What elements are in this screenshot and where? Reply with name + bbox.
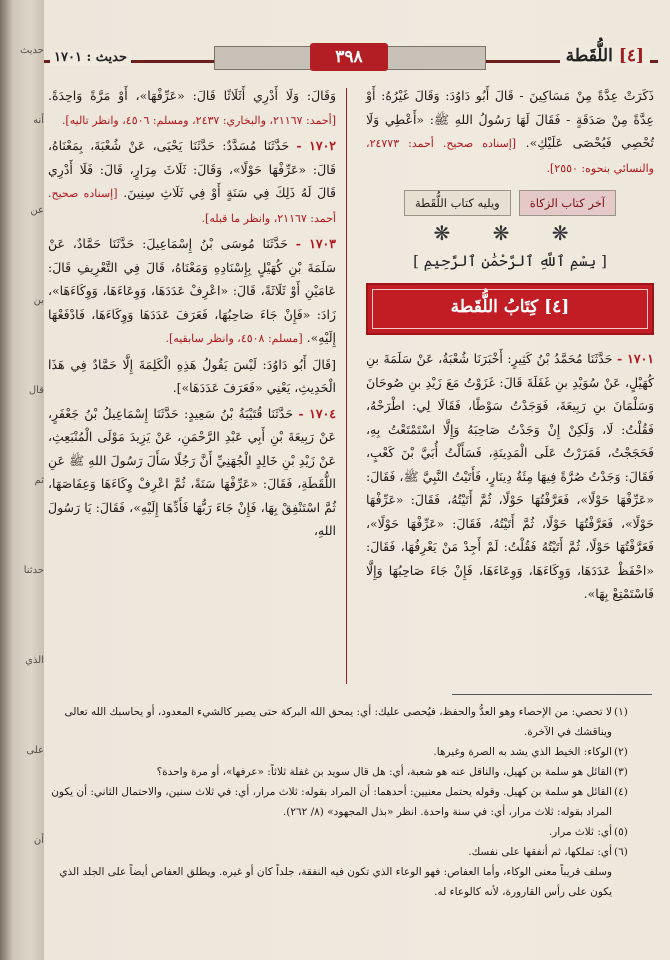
footnote — [50, 762, 652, 782]
book-next-label: ويليه كتاب اللُّقَطة — [404, 190, 511, 216]
hadith-number: ١٧٠٢ - — [296, 138, 336, 153]
hadith-number: ١٧٠١ - — [617, 351, 654, 366]
footnote-number: (٦) — [614, 846, 628, 858]
footnote — [50, 702, 652, 742]
footnote-number: (١) — [614, 706, 628, 718]
book-page — [44, 18, 658, 948]
hadith-number: ١٧٠٤ - — [298, 405, 336, 421]
hadith-range-label: حديث : ١٧٠١ — [50, 50, 131, 65]
footnote-number: (٥) — [614, 826, 628, 838]
footnote — [50, 742, 652, 762]
chapter-number: [٤] — [618, 46, 644, 66]
continuation-text: وَقَالَ: وَلَا أَدْرِي أَثَلَاثًا قَالَ: «عَرِّفْهَا»، أَوْ مَرَّةً وَاحِدَةً. — [48, 88, 336, 103]
footnote-text: أي: ثلاث مرار. — [548, 826, 612, 838]
footnote — [50, 862, 652, 902]
footnote-number: (٢) — [614, 746, 628, 758]
intro-text: ذَكَرَتْ عِدَّةً مِنْ مَسَاكِينَ - قَالَ أَبُو دَاوُدَ: وَقَالَ غَيْرُهُ: أَوْ عِدَّةً مِنْ صَدَقَةٍ - فَقَالَ لَهَا رَسُولُ اللهِ ﷺ: «أَعْطِي وَلَا تُحْصِي فَيُحْصَى عَلَيْكِ». — [366, 88, 654, 150]
footnote-text: أي: تملكها، ثم أنفقها على نفسك. — [468, 846, 612, 858]
page-number: ٣٩٨ — [310, 43, 388, 71]
hadith-text: حَدَّثَنَا قُتَيْبَةُ بْنُ سَعِيدٍ: حَدَّثَنَا إِسْمَاعِيلُ بْنُ جَعْفَرٍ، عَنْ رَبِيعَةَ بْنِ أَبِي عَبْدِ الرَّحْمَنِ، عَنْ يَزِيدَ مَوْلَى الْمُنْبَعِثِ، عَنْ زَيْدِ بْنِ خَالِدٍ الْجُهَنِيِّ أَنَّ رَجُلًا سَأَلَ رَسُولَ اللهِ ﷺ عَنِ اللُّقَطَةِ، فَقَالَ: «عَرِّفْهَا سَنَةً، ثُمَّ اعْرِفْ وِكَاءَهَا وَعِفَاصَهَا، ثُمَّ اسْتَنْفِقْ بِهَا، فَإِنْ جَاءَ رَبُّهَا فَأَدِّهَا إِلَيْهِ»، فَقَالَ: يَا رَسُولَ اللهِ، — [48, 405, 336, 538]
hadith-text: حَدَّثَنَا مُحَمَّدُ بْنُ كَثِيرٍ: أَخْبَرَنَا شُعْبَةُ، عَنْ سَلَمَةَ بنِ كُهَيْلٍ، عَنْ سُوَيْدِ بنِ غَفَلَةَ قَالَ: غَزَوْتُ مَعَ زَيْدِ بنِ صُوحَانَ وَسَلْمَانَ بنِ رَبِيعَةَ، فَوَجَدْتُ سَوْطًا، فَقَالَا لِي: اطْرَحْهُ، فَقُلْتُ: لَا، وَلَكِنْ إِنْ وَجَدْتُ صَاحِبَهُ وَإِلَّا اسْتَمْتَعْتُ بِهِ، فَحَجَجْتُ، فَمَرَرْتُ عَلَى الْمَدِينَةِ، فَسَأَلْتُ أُبَيَّ بْنَ كَعْبٍ، فَقَالَ: وَجَدْتُ صُرَّةً فِيهَا مِئَةُ دِينَارٍ، فَأَتَيْتُ النَّبِيَّ ﷺ، فَقَالَ: «عَرِّفْهَا حَوْلًا»، فَعَرَّفْتُهَا حَوْلًا، ثُمَّ أَتَيْتُهُ، فَقَالَ: «عَرِّفْهَا حَوْلًا»، فَعَرَّفْتُهَا حَوْلًا، ثُمَّ أَتَيْتُهُ، فَقَالَ: «عَرِّفْهَا حَوْلًا»، فَعَرَّفْتُهَا حَوْلًا، ثُمَّ أَتَيْتُهُ فَقُلْتُ: لَمْ أَجِدْ مَنْ يَعْرِفُهَا، فَقَالَ: «احْفَظْ عَدَدَهَا، وَوِكَاءَهَا، وَوِعَاءَهَا، فَإِنْ جَاءَ صَاحِبُهَا وَإِلَّا فَاسْتَمْتِعْ بِهَا». — [366, 351, 654, 601]
hadith-text: حَدَّثَنَا مُسَدَّدٌ: حَدَّثَنَا يَحْيَى، عَنْ شُعْبَةَ، بِمَعْنَاهُ، قَالَ: «عَرِّفْهَا حَوْلًا»، وَقَالَ: ثَلَاثَ مِرَارٍ، قَالَ: فَلَا أَدْرِي قَالَ لَهُ ذَلِكَ فِي سَنَةٍ أَوْ فِي ثَلَاثِ سِنِينَ. — [48, 138, 336, 200]
footnote-text: لا تحصي: من الإحصاء وهو العدُّ والحفظ، فيُحصى عليك: أي: يمحق الله البركة حتى يصير كالشيء المعدود، أو يحاسبك الله تعالى ويناقشك في الآخرة. — [64, 706, 612, 738]
page-number-box — [214, 46, 486, 70]
footnotes — [50, 702, 652, 902]
right-column — [366, 84, 654, 684]
page-header — [44, 46, 658, 76]
book-title: [٤] كِتَابُ اللُّقَطة — [450, 297, 570, 317]
footnote-text: القائل هو سلمة بن كهيل، والناقل عنه هو شعبة، أي: هل قال سويد بن غفلة ثلاثاً: «عرفها»، أو مرة واحدة؟ — [156, 766, 612, 778]
footnote-number — [612, 862, 652, 902]
continuation-source: [أحمد: ٢١١٦٧، والبخاري: ٢٤٣٧، ومسلم: ٤٥٠٦، وانظر تاليه]. — [61, 113, 336, 127]
basmala: [ بِسْمِ ٱللَّهِ ٱلرَّحْمَٰنِ ٱلرَّحِيمِ ] — [413, 251, 607, 270]
abu-dawud-note: [قَالَ أَبُو دَاوُدَ: لَيْسَ يَقُولُ هَذِهِ الْكَلِمَةَ إِلَّا حَمَّادٌ فِي هَذَا الْحَدِيثِ، يَعْنِي «فَعَرَفَ عَدَدَهَا»]. — [48, 356, 336, 395]
book-end-label: آخر كتاب الزكاة — [519, 190, 616, 216]
footnote-number: (٣) — [614, 766, 628, 778]
footnote — [50, 822, 652, 842]
book-transition-bar — [366, 190, 654, 216]
footnote-text: القائل هو سلمة بن كهيل. وقوله يحتمل معنيين: أحدهما: أن المراد بقوله: ثلاث مرار، أي: في ثلاث سنين، والاحتمال الثاني: أن يكون المراد بقوله: ثلاث مرار، أي: في سنة واحدة. انظر «بذل المجهود» (٨/ ٢٦٢). — [51, 786, 612, 818]
hadith-number: ١٧٠٣ - — [295, 236, 336, 251]
chapter-name: اللُّقَطة — [565, 46, 613, 66]
chapter-title — [560, 46, 650, 66]
hadith-source: [مسلم: ٤٥٠٨، وانظر سابقيه]. — [165, 332, 303, 345]
footnote-text: وسلف قريباً معنى الوكاء، وأما العفاص: فهو الوعاء الذي تكون فيه النفقة، جلداً كان أو غيره. ويطلق العفاص أيضاً على الجلد الذي يكون على رأس القارورة، لأنه كالوعاء له. — [59, 866, 612, 898]
facing-page-edge: حديث أنه عن بن قال ثم حدثنا الذي على أن — [0, 0, 44, 960]
footnote-number: (٤) — [614, 786, 628, 798]
hadith-text: حَدَّثَنَا مُوسَى بْنُ إِسْمَاعِيلَ: حَدَّثَنَا حَمَّادٌ، عَنْ سَلَمَةَ بْنِ كُهَيْلٍ بِإِسْنَادِهِ وَمَعْنَاهُ، قَالَ فِي التَّعْرِيفِ قَالَ: عَامَيْنِ أَوْ ثَلَاثَةً، قَالَ: «اعْرِفْ عَدَدَهَا، وَوِعَاءَهَا، وَوِكَاءَهَا»، زَادَ: «فَإِنْ جَاءَ صَاحِبُهَا، فَعَرَفَ عَدَدَهَا وَوِكَاءَهَا، فَادْفَعْهَا إِلَيْهِ». — [48, 236, 336, 345]
footnote-text: الوكاء: الخيط الذي يشد به الصرة وغيرها. — [433, 746, 612, 758]
left-column — [48, 84, 336, 684]
column-divider — [346, 88, 347, 684]
book-title-banner — [366, 283, 654, 335]
hadith-source: [إسناده صحيح. أحمد: ٢١١٦٧، وانظر ما قبله]. — [48, 187, 336, 225]
ornament-stars: ❋ ❋ ❋ — [433, 221, 587, 245]
footnote-rule — [452, 694, 652, 695]
footnote — [50, 842, 652, 862]
intro-source: [إسناده صحيح. أحمد: ٢٤٧٧٣، والنسائي بنحوه: ٢٥٥٠]. — [366, 137, 654, 175]
footnote — [50, 782, 652, 822]
